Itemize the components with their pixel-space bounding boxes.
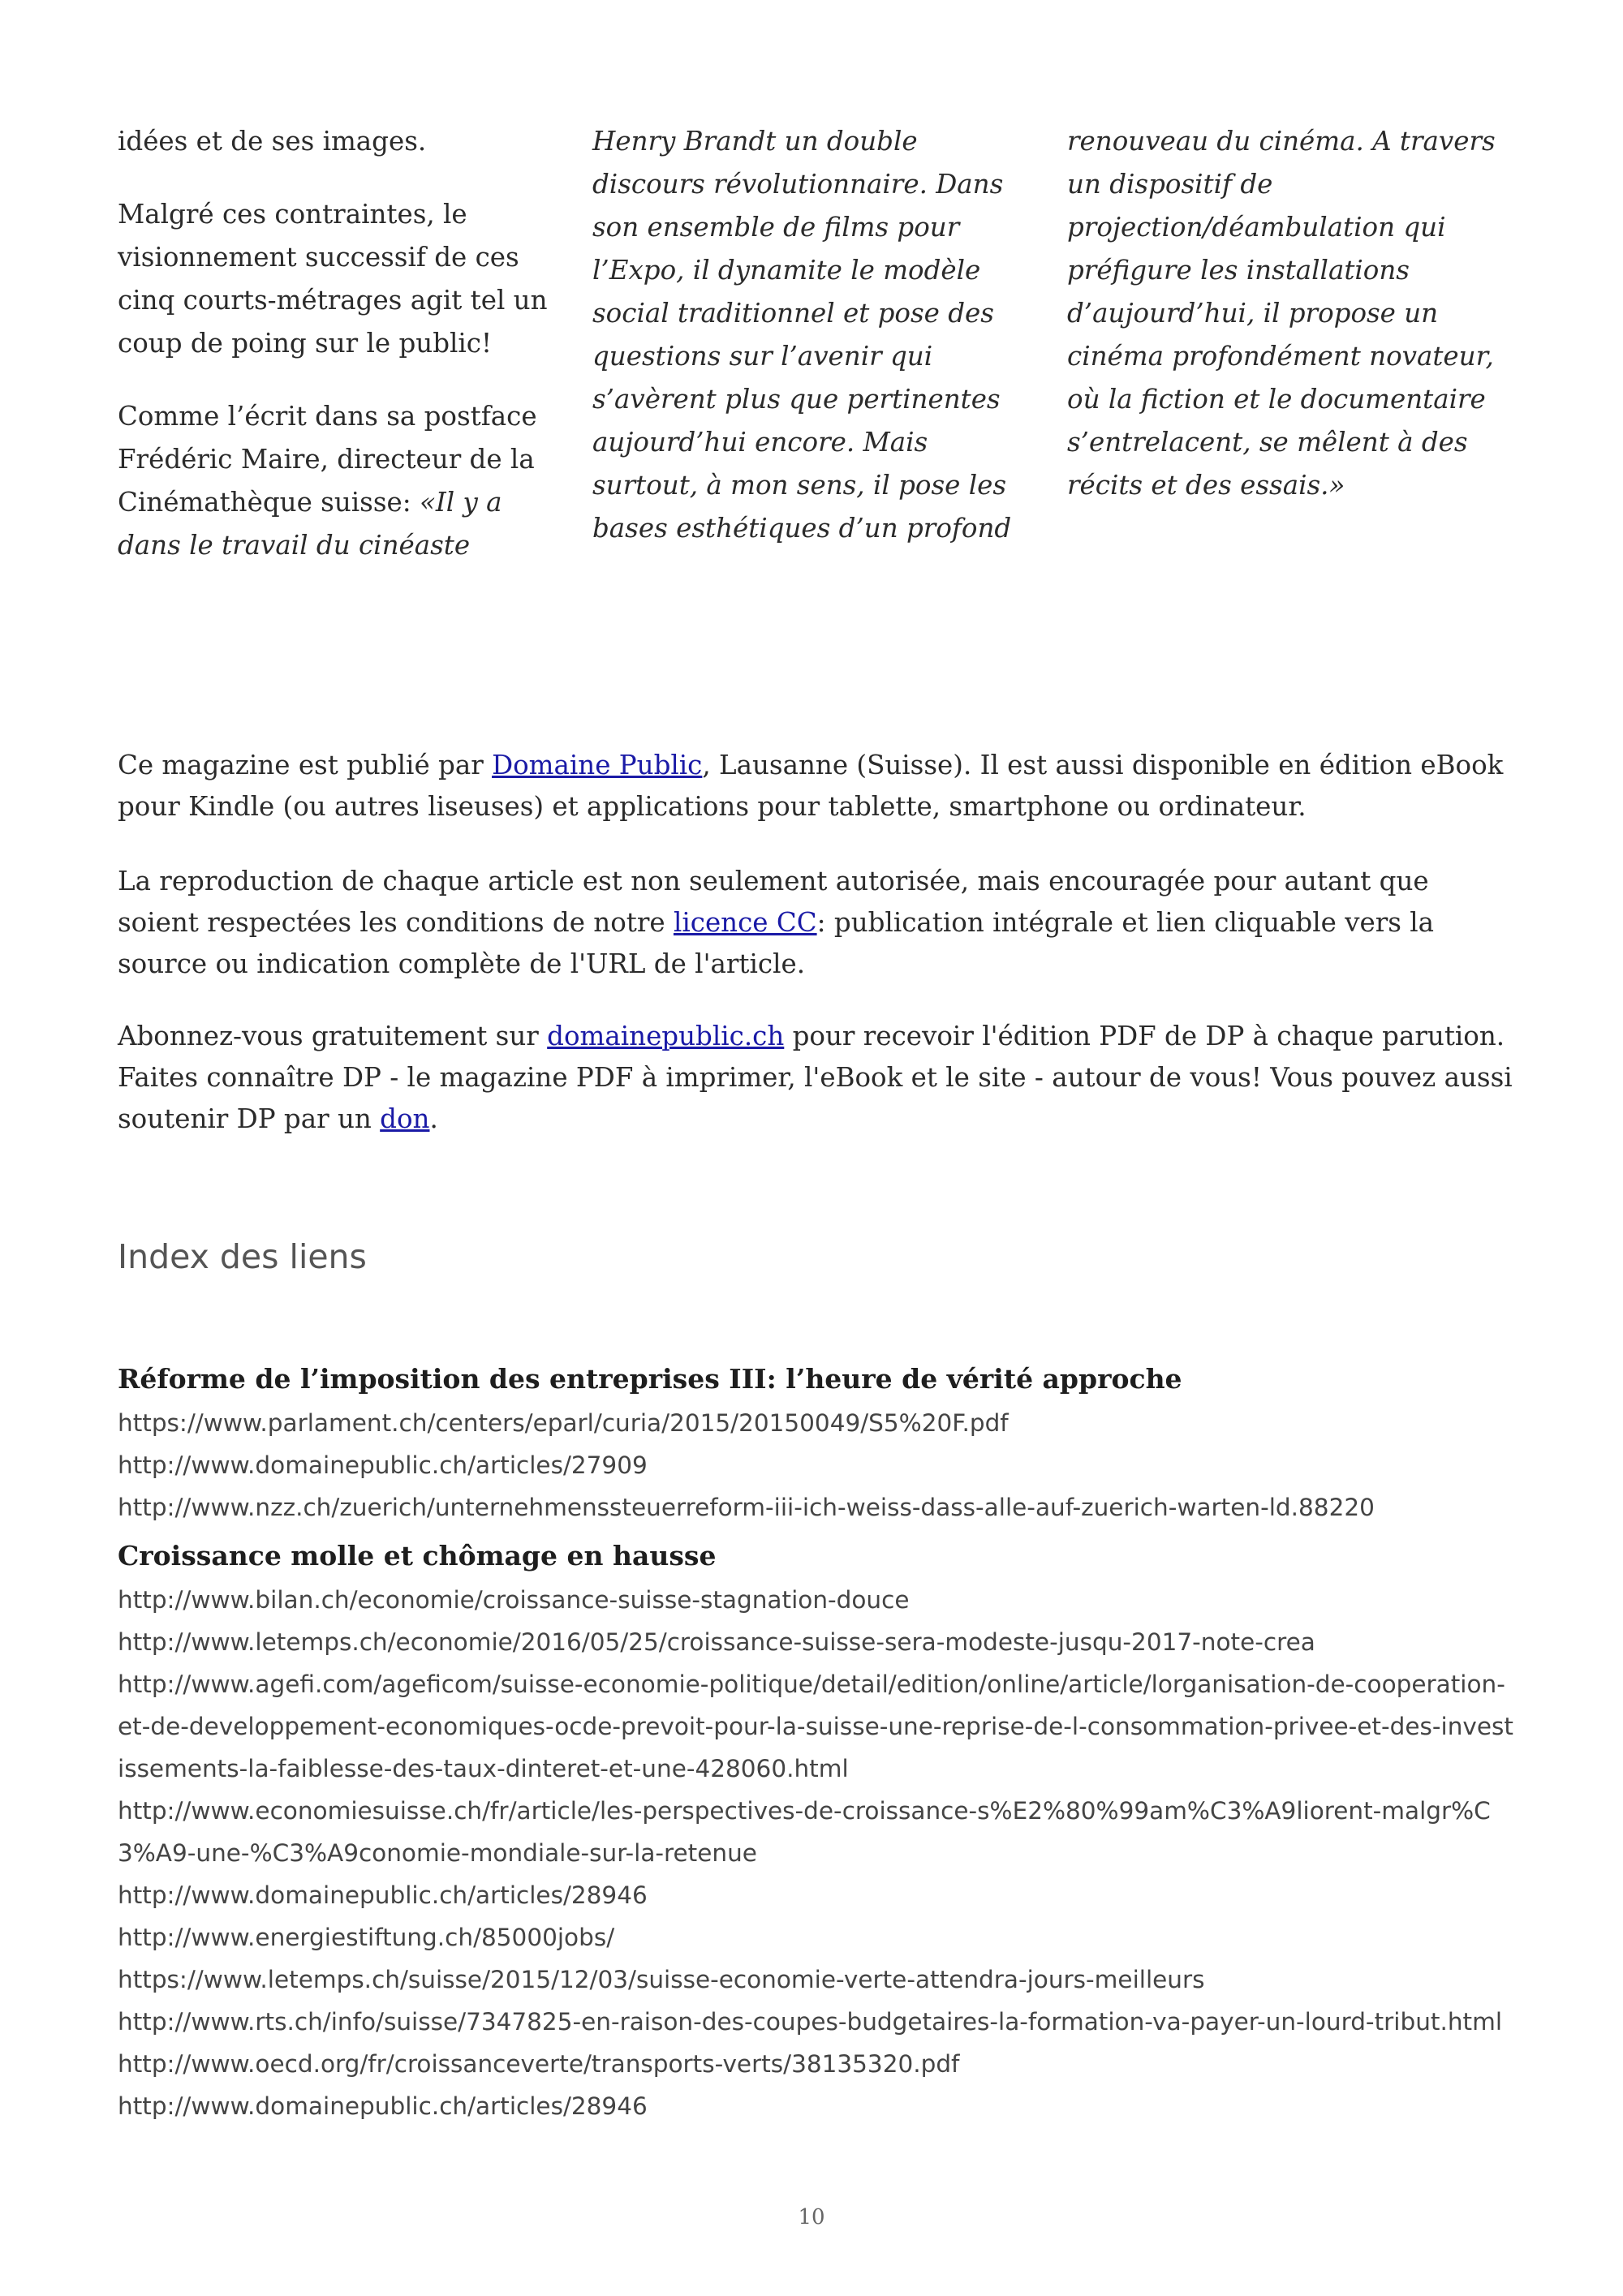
don-link[interactable]: don [380,1103,430,1134]
publisher-text: Ce magazine est publié par [118,750,493,780]
licence-cc-link[interactable]: licence CC [673,907,817,938]
article-paragraph: idées et de ses images. [118,126,427,157]
domaine-public-link[interactable]: Domaine Public [492,750,703,780]
publisher-note [118,745,1513,828]
quote-text: «Il y a dans le travail du cinéaste [118,487,502,561]
index-url[interactable]: http://www.domainepublic.ch/articles/28946 [118,1881,648,1909]
index-url[interactable]: http://www.energiestiftung.ch/85000jobs/ [118,1924,615,1951]
article-column-3 [1067,120,1509,567]
index-url[interactable]: http://www.domainepublic.ch/articles/28946 [118,2092,648,2120]
index-url[interactable]: http://www.economiesuisse.ch/fr/article/les-perspectives-de-croissance-s%E2%80%99am%C3%A9liorent-malgr%C3%A9-une-%C3%A9conomie-mondiale-sur-la-retenue [118,1797,1491,1867]
index-url[interactable]: https://www.letemps.ch/suisse/2015/12/03/suisse-economie-verte-attendra-jours-meilleurs [118,1966,1205,1993]
article-title: Croissance molle et chômage en hausse [118,1540,717,1572]
index-section [118,1357,1513,1529]
index-url[interactable]: http://www.domainepublic.ch/articles/27909 [118,1451,648,1479]
index-url[interactable]: http://www.oecd.org/fr/croissanceverte/transports-verts/38135320.pdf [118,2050,960,2078]
index-heading: Index des liens [118,1237,367,1276]
publisher-paragraph [118,745,1513,828]
link-index [118,1357,1513,2132]
license-text: : publication intégrale et lien cliquable vers la source ou indication complète de l'URL de l'article. [118,907,1435,979]
index-section [118,1533,1513,2127]
quote-text: Henry Brandt un double discours révolutionnaire. Dans son ensemble de films pour l’Expo, il dynamite le modèle social traditionnel et pose des questions sur l’avenir qui s’avèrent plus que pertinentes aujourd’hui encore. Mais surtout, à mon sens, il pose les bases esthétiques d’un profond [592,126,1012,544]
index-url[interactable]: https://www.parlament.ch/centers/eparl/curia/2015/20150049/S5%20F.pdf [118,1409,1009,1437]
subscribe-text: . [429,1103,438,1134]
index-url[interactable]: http://www.letemps.ch/economie/2016/05/25/croissance-suisse-sera-modeste-jusqu-2017-note-crea [118,1628,1315,1656]
index-url[interactable]: http://www.rts.ch/info/suisse/7347825-en-raison-des-coupes-budgetaires-la-formation-va-payer-un-lourd-tribut.html [118,2008,1503,2036]
subscribe-text: Abonnez-vous gratuitement sur [118,1021,548,1051]
domainepublic-link[interactable]: domainepublic.ch [547,1021,785,1051]
subscribe-note [118,1016,1513,1140]
article-paragraph [118,395,560,567]
page-number: 10 [798,2205,825,2229]
index-url[interactable]: http://www.agefi.com/ageficom/suisse-economie-politique/detail/edition/online/article/lorganisation-de-cooperation-et-de-developpement-economiques-ocde-prevoit-pour-la-suisse-une-reprise-de-l-consommation-privee-et-des-investissements-la-faiblesse-des-taux-dinteret-et-une-428060.html [118,1670,1513,1782]
article-column-2 [592,120,1035,567]
quote-text: renouveau du cinéma. A travers un dispositif de projection/déambulation qui préfigure les installations d’aujourd’hui, il propose un cinéma profondément novateur, où la fiction et le documentaire s’entrelacent, se mêlent à des récits et des essais.» [1067,126,1496,501]
subscribe-paragraph [118,1016,1513,1140]
license-note [118,861,1513,985]
index-url[interactable]: http://www.nzz.ch/zuerich/unternehmenssteuerreform-iii-ich-weiss-dass-alle-auf-zuerich-warten-ld.88220 [118,1494,1375,1521]
index-url[interactable]: http://www.bilan.ch/economie/croissance-suisse-stagnation-douce [118,1586,910,1614]
quote-paragraph [1067,120,1509,507]
article-columns [118,120,1509,567]
article-column-1 [118,120,560,567]
license-paragraph [118,861,1513,985]
license-text: La reproduction de chaque article est non seulement autorisée, mais encouragée pour autant que soient respectées les conditions de notre [118,866,1429,938]
subscribe-text: pour recevoir l'édition PDF de DP à chaque parution. Faites connaître DP - le magazine PDF à imprimer, l'eBook et le site - autour de vous! Vous pouvez aussi soutenir DP par un [118,1021,1513,1134]
article-text: Comme l’écrit dans sa postface Frédéric Maire, directeur de la Cinémathèque suisse: [118,401,537,518]
quote-paragraph [592,120,1035,550]
article-title: Réforme de l’imposition des entreprises III: l’heure de vérité approche [118,1363,1182,1395]
article-paragraph: Malgré ces contraintes, le visionnement successif de ces cinq courts-métrages agit tel un coup de poing sur le public! [118,199,548,359]
publisher-text: , Lausanne (Suisse). Il est aussi disponible en édition eBook pour Kindle (ou autres liseuses) et applications pour tablette, smartphone ou ordinateur. [118,750,1504,822]
